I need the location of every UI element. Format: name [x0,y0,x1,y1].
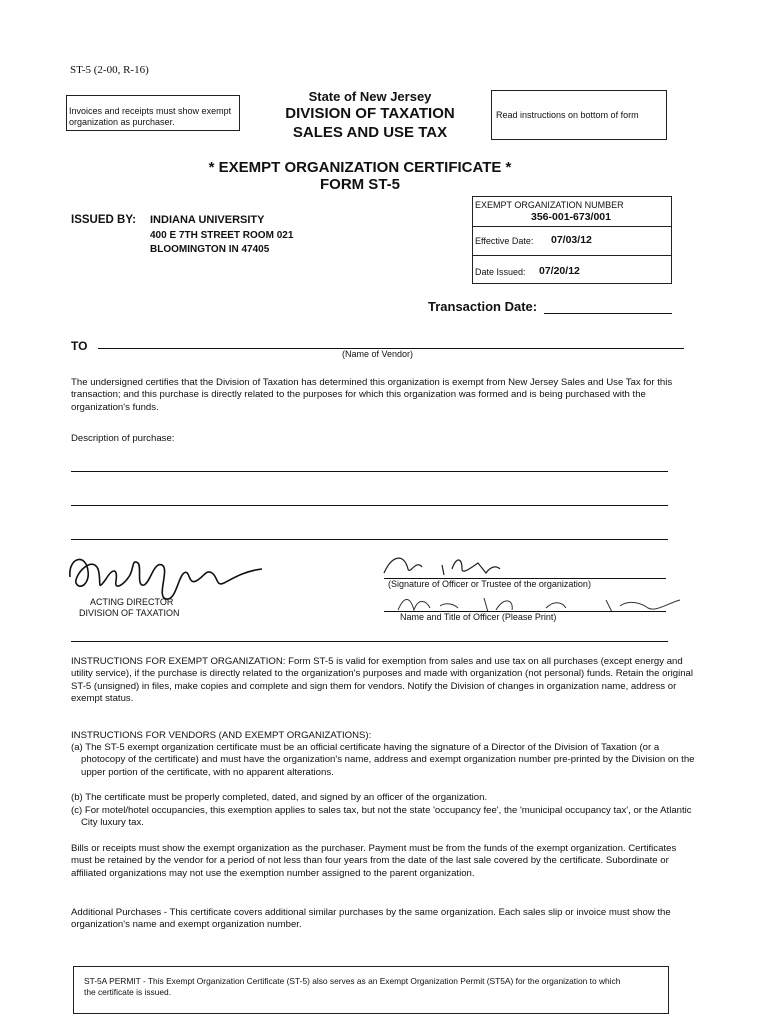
state-name: State of New Jersey [308,89,432,104]
issuer-address-1: 400 E 7TH STREET ROOM 021 [150,230,294,241]
vendor-instruction-b: (b) The certificate must be properly completed, dated, and signed by an officer of the organization. [71,792,488,803]
vendor-caption: (Name of Vendor) [342,349,414,359]
tax-name: SALES AND USE TAX [292,124,448,141]
certificate-title: * EXEMPT ORGANIZATION CERTIFICATE * [208,159,512,176]
director-division: DIVISION OF TAXATION [79,608,180,618]
form-name: FORM ST-5 [319,176,400,193]
description-line-1[interactable] [71,471,668,472]
description-line-2[interactable] [71,505,668,506]
effective-date-label: Effective Date: [475,236,534,246]
vendor-instruction-a: (a) The ST-5 exempt organization certificate must be an official certificate having the signature of a Director of the Division of Taxation (or a photocopy of the certificate) and must have the organization's name, address and exempt organization number pre-printed by the Division on the upper portion of the certificate, with no apparent alterations. [71,742,695,778]
effective-date-value: 07/03/12 [551,234,592,246]
exempt-number-label: EXEMPT ORGANIZATION NUMBER [475,200,624,210]
issuer-address-2: BLOOMINGTON IN 47405 [150,244,270,255]
section-divider [71,641,668,642]
description-label: Description of purchase: [71,433,175,444]
additional-purchases-text: Additional Purchases - This certificate covers additional similar purchases by the same organization. Each sales slip or invoice must show the organization's name and exempt organization number. [71,907,671,931]
invoice-notice: Invoices and receipts must show exempt organization as purchaser. [69,106,232,127]
date-issued-label: Date Issued: [475,267,526,277]
transaction-date-label: Transaction Date: [428,299,538,314]
bills-text: Bills or receipts must show the exempt organization as the purchaser. Payment must be from the funds of the exempt organization. Certificates must be retained by the vendor for a period of not less than four years from the date of the last sale covered by the certificate. Subordinate or affiliated organizations may not use the exemption number assigned to the parent organization. [71,843,677,879]
issued-by-label: ISSUED BY: [71,214,136,226]
exempt-number-value: 356-001-673/001 [531,211,611,223]
officer-name-caption: Name and Title of Officer (Please Print) [400,612,557,622]
form-code: ST-5 (2-00, R-16) [70,64,149,76]
officer-signature-caption: (Signature of Officer or Trustee of the organization) [388,579,591,589]
issuer-name: INDIANA UNIVERSITY [150,214,265,226]
permit-notice: ST-5A PERMIT - This Exempt Organization Certificate (ST-5) also serves as an Exempt Organization Permit (ST5A) for the organization to which the certificate is issued. [84,976,621,997]
date-issued-value: 07/20/12 [539,265,580,277]
invoice-notice-box [66,95,240,131]
division-name: DIVISION OF TAXATION [285,105,455,122]
transaction-date-field[interactable] [544,313,672,314]
exempt-number-box [472,196,672,284]
to-label: TO [71,339,88,353]
instructions-notice-box [491,90,667,140]
vendor-instruction-c: (c) For motel/hotel occupancies, this exemption applies to sales tax, but not the state 'occupancy fee', the 'municipal occupancy tax', or the Atlantic City luxury tax. [71,805,692,829]
vendor-instructions-heading: INSTRUCTIONS FOR VENDORS (AND EXEMPT ORGANIZATIONS): [71,730,372,741]
instructions-notice: Read instructions on bottom of form [496,110,639,120]
permit-notice-box [73,966,669,1014]
director-title: ACTING DIRECTOR [90,597,174,607]
org-instructions: INSTRUCTIONS FOR EXEMPT ORGANIZATION: Form ST-5 is valid for exemption from sales and use tax on all purchases (except energy and utility service), if the purchase is directly related to the organization's purposes and made with organization (not personal) funds. Retain the original ST-5 (unsigned) in files, make copies and complete and sign them for vendors. Notify the Division of changes in organization name, address or exempt status. [71,656,694,705]
officer-signature [382,549,512,579]
certification-text: The undersigned certifies that the Division of Taxation has determined this organization is exempt from New Jersey Sales and Use Tax for this transaction; and this purchase is directly related to the purposes for which this organization was formed and is being purchased with the organization's funds. [71,377,673,413]
description-line-3[interactable] [71,539,668,540]
